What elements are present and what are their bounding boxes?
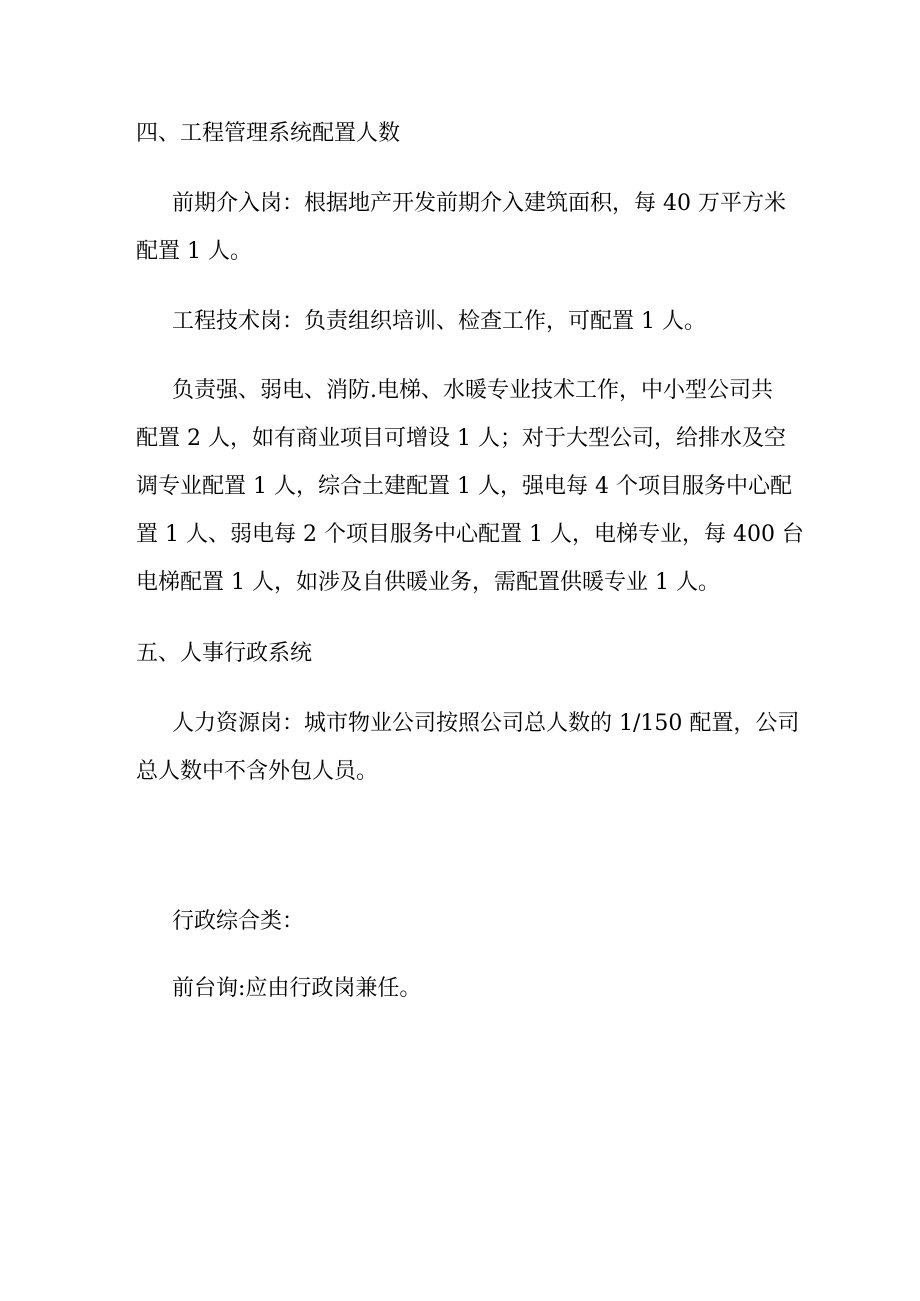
paragraph-admin-general (136, 898, 786, 946)
paragraph-specialty-staffing (136, 367, 804, 607)
paragraph-line: 配置 1 人。 (136, 239, 252, 264)
section-heading-hr-admin: 五、人事行政系统 (136, 641, 313, 666)
paragraph-line: 总人数中不含外包人员。 (136, 759, 379, 784)
paragraph-line: 置 1 人、弱电每 2 个项目服务中心配置 1 人，电梯专业，每 400 台 (136, 522, 804, 547)
paragraph-engineering-tech (136, 298, 786, 346)
section-heading-engineering: 四、工程管理系统配置人数 (136, 121, 401, 146)
paragraph-early-involvement (136, 180, 786, 276)
paragraph-line: 调专业配置 1 人，综合土建配置 1 人，强电每 4 个项目服务中心配 (136, 474, 792, 499)
paragraph-line: 前台询:应由行政岗兼任。 (172, 976, 422, 1001)
paragraph-line: 前期介入岗：根据地产开发前期介入建筑面积，每 40 万平方米 (172, 191, 786, 216)
paragraph-line: 行政综合类： (172, 909, 305, 934)
paragraph-line: 工程技术岗：负责组织培训、检查工作，可配置 1 人。 (172, 309, 706, 334)
paragraph-human-resources (136, 700, 800, 796)
paragraph-line: 负责强、弱电、消防.电梯、水暖专业技术工作，中小型公司共 (172, 378, 773, 403)
paragraph-line: 电梯配置 1 人，如涉及自供暖业务，需配置供暖专业 1 人。 (136, 570, 720, 595)
paragraph-line: 人力资源岗：城市物业公司按照公司总人数的 1/150 配置，公司 (172, 711, 800, 736)
paragraph-line: 配置 2 人，如有商业项目可增设 1 人；对于大型公司，给排水及空 (136, 426, 786, 451)
paragraph-front-desk (136, 965, 786, 1013)
